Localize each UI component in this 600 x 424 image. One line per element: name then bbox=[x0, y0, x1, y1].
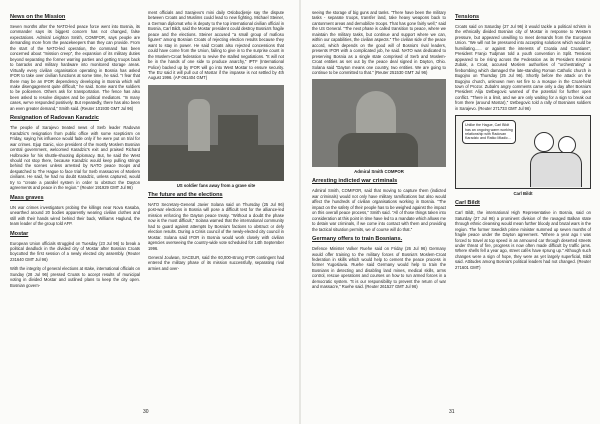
paragraph: Croats said on Saturday (27 Jul 96) it would tackle a political schism in the ethnically divided Bosnian city of Mostar in response to Western pressure, but appeared unwilling to meet demands from the European Union. "We will not be pressured into accepting solutions which would be humiliating...... or against the interests of Croatia and Croatians", President Franjo Tudjman told a youth convention in Split. Tensions appeared to be rising across the Federation as its President Kresimir Zubak, a Croat, accused Moslem authorities of "orchestrating" a firebombing which damaged the late-standing Roman Catholic church in Bugojno on Thursday (25 Jul 96). Shortly before the attack on the Bugojno church, unknown men set fire to a mosque in the Croat-held town of Prozor. Zubak's angry comments came only a day after Bosnia's President Alija Izetbegovic warned of the potential for further open conflict. "There is a limit, and we are only waiting for a sign to break out from there (around Mostar)," Izetbegovic told a rally of Bosnians soldiers in Sarajevo. (Reuter 271733 GMT Jul 96) bbox=[455, 24, 591, 111]
paragraph: The people of Sarajevo treated news of Serb leader Radovan Karadzic's resignation from public office with some scepticism on Friday, saying his influence would fade only if he were put on trial for war crimes. Ejup Ganic, vice president of the mostly Moslem Bosnian central government, welcomed Karadzic's exit and praised Richard Holbrooke for his shuttle-shooting diplomacy. But, he said the West should not stop there, because Karadzic would keep pulling strings behind the scenes unless arrested by NATO peace troops and despatched to The Hague to face trial for Serb massacres of Moslem civilians. He said, he had no doubt Karadzic, unless captured, would try to "create a parallel system in order to obstruct the Dayton agreements and peace in the region." (Reuter 191929 GMT Jul 96) bbox=[10, 125, 140, 191]
page-number-right: 31 bbox=[449, 409, 455, 415]
paragraph: Seven months after the NATO-led peace force went into Bosnia, its commander says its biggest concern has not changed, false expectations. Admiral Leighton Smith, COMIFOR, says people are demanding more from the peacekeepers than they can provide. From the start of the NATO-led operation, the command has been concerned about "mission creep", the expansion of its military duties beyond separating the former warring parties and getting troops back to barracks and military hardware into monitored storage areas. Virtually every civilian organisation operating in Bosnia has asked IFOR to take over civilian functions at some time, he said. "I fear that there may be an IFOR dependency developing in Bosnia which will make disengagement quite difficult," he said. Some want the soldiers to be policemen. Others ask for transportation. The fence has also been asked to resolve disputes and be political mediators. "In many cases, we've responded positively. But repeatedly, there has also been an even greater demand," Smith said. (Reuter 101930 GMT Jul 96) bbox=[10, 24, 140, 111]
caption-carl-bildt: Carl Bildt bbox=[513, 191, 533, 197]
caption-us-soldier: US soldier fans away from a grave site bbox=[176, 182, 256, 188]
heading-future-elections: The future and the elections bbox=[148, 191, 223, 198]
cartoon-speech-bubble: Unlike the Hague, Carl Bildt has an ongoing warm working relationship with Radovan Karadzic and Ratko Mladic... bbox=[462, 120, 516, 144]
heading-mass-graves: Mass graves bbox=[10, 194, 44, 201]
paragraph: General Joulwan, SACEUR, said the 60,000-strong IFOR contingent had entered the military phase of its mission successfully, separating rival armies and over- bbox=[148, 254, 284, 271]
column-2 bbox=[148, 10, 284, 275]
paragraph: With the integrity of general elections at stake, international officials on Sunday (28 Jul 96) pressed Croats to accept results of municipal voting in divided Mostar and outlined plans to keep the city open. Bosnian govern- bbox=[10, 266, 140, 288]
caption-admiral-smith: Admiral Smith COMPOR bbox=[354, 169, 404, 175]
page-fold bbox=[299, 0, 301, 424]
heading-mostar: Mostar bbox=[10, 230, 29, 237]
paragraph: NATO Secretary-General Javier Solana said on Thursday (25 Jul 96) post-war elections in Bosnia will pose a difficult test for the alliance-led mission enforcing the Dayton peace treaty. "Without a doubt the phase now is the most difficult," Solana warned that the international community had to guard against attempts by Bosnia's factions to obstruct or defy election results. During a Crisis council of the newly-elected city council in Mostar. Solana said IFOR in Bosnia would work closely with civilian agencies overseeing the country-wide vote scheduled for 14th September 1996. bbox=[148, 201, 284, 251]
column-1 bbox=[10, 10, 140, 292]
heading-tensions: Tensions bbox=[455, 14, 480, 20]
cartoon-head-1 bbox=[534, 132, 554, 152]
column-4 bbox=[455, 10, 591, 274]
heading-news-on-mission: News on the Mission bbox=[10, 14, 66, 20]
photo-us-soldier bbox=[148, 85, 284, 181]
page-number-left: 30 bbox=[143, 409, 149, 415]
cartoon-illustration bbox=[455, 115, 591, 189]
heading-arresting-war-criminals: Arresting indicted war criminals bbox=[312, 178, 398, 185]
heading-germany-training: Germany offers to train Bosnians. bbox=[312, 236, 403, 243]
column-3 bbox=[312, 10, 446, 294]
paragraph: ment officials and Sarajevo's mini daily Oslobodjenje say the dispute between Croats and Muslims could lead to new fighting. Michael Steiner, a German diplomat who is deputy to the top international civilian official in Bosnia, Carl Bildt, said the Mostar president could destroy Bosnia's fragile peace and the elections. Steiner accused "a small group of mafioso figures" among Bosnian Croats of rejecting election results because they want to stay in power. He said Croats also rejected concessions that could have come from the Union, failing to give in to the surprise count in the Moslem-Croat federation to revive the stalled negotiations. "It will not be in the hands of one side to produce anarchy," IPTF (International Police) backed up by IFOR will go into West Mostar to ensure security. The EU said it will pull out of Mostar if the impasse is not settled by 4th August 1996. (AP 061404 GMT) bbox=[148, 10, 284, 81]
paragraph: UN war crimes investigators probing the killings near Nova Kasaba, unearthed around 20 bodies apparently wearing civilian clothes and still with their hands wired behind their back, Williams Haglund, the team leader of the group told AFP. bbox=[10, 204, 140, 227]
cartoon-bodies bbox=[530, 152, 582, 187]
paragraph: seeing the storage of big guns and tanks. "There have been the military tasks - separate troops, transfer land, take heavy weapons back to cantonment areas and demobilize troops. That has gone fairly well," said the US General. "The next phase is called transition to peace, where we maintain the military tasks, but continue and support where we can, within our capabilities, the civilian aspects." The civilian side of the peace accord, which depends on the good will of Bosnia's rival leaders, presents IFOR with a complicated job, he said. NATO was dedicated to preserving Bosnia as a single state comprised of Serb and Moslem-Croat entities as set out by the peace deal signed in Dayton, Ohio. Solana said "Dayton means one country, two entities. We are going to continue to be committed to that." (Reuter 251530 GMT Jul 96) bbox=[312, 10, 446, 75]
heading-resignation-karadzic: Resignation of Radovan Karadzic bbox=[10, 115, 99, 122]
photo-admiral-smith bbox=[312, 79, 446, 167]
paragraph: Carl Bildt, the international High Representative in Bosnia, said on Saturday (27 Jul 96) a prominent division of the ravaged Balkan state through ethnic cleansing would mean further bloody and brutal wars in the region. The former Swedish prime minister summed up seven months of fragile peace under the Dayton agreement. "Where a year ago I was forced to travel at top speed in an armoured car through deserted streets under threat of fire, progress is now often made difficult by traffic jams. Where shells fell a year ago, street cafés have sprung up." Although such changes were a sign of hope, they were as yet largely superficial, Bildt said. Attitudes among Bosnia's political leaders had not changed. (Reuter 271601 GMT) bbox=[455, 210, 591, 270]
paragraph: Defence Minister Volker Ruehe said on Friday (26 Jul 96) Germany would offer training to the military forces of Bosnia's Moslem-Croat federation in skills which would help to cement the peace process in former Yugoslavia. Ruehe said Germany would help to train the Bosnians in detecting and disabling land mines, medical skills, arms control, rescue operations and courses on how to run armed forces in a democratic system. "It is our responsibility to prevent the return of war and massacre," Ruehe said. (Reuter 261527 GMT Jul 96) bbox=[312, 246, 446, 290]
paragraph: Admiral Smith, COMIFOR, said that moving to capture them (indicted war criminals) would not only have military ramifications but also would affect the hundreds of civilian organisations working in Bosnia. "The impact on the safety of their people has to be weighed against the impact on this overall peace process," Smith said. "All of those things taken into consideration at this point in time have led to a mandate which allows me to detain war criminals, if we come into contact with them and providing the tactical situation permits, we of course will do that." bbox=[312, 188, 446, 232]
paragraph: European Union officials struggled on Tuesday (23 Jul 96) to break a political deadlock in the divided city of Mostar after Bosnian Croats boycotted the first session of a newly elected city assembly. (Reuter 231640 GMT Jul 96) bbox=[10, 240, 140, 262]
heading-carl-bildt: Carl Bildt bbox=[455, 200, 480, 207]
